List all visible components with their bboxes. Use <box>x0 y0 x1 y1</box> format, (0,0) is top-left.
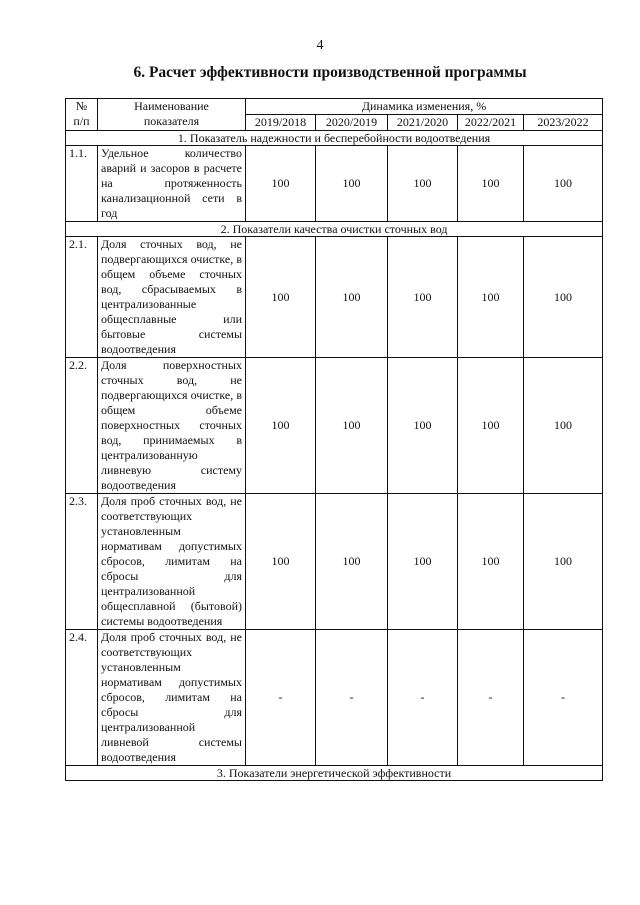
row-value: - <box>388 630 458 766</box>
row-value: 100 <box>458 358 524 494</box>
row-value: 100 <box>524 146 603 222</box>
row-value: 100 <box>388 494 458 630</box>
header-dynamics: Динамика изменения, % <box>246 99 603 115</box>
row-value: - <box>458 630 524 766</box>
table-row <box>66 146 603 222</box>
section-title: 1. Показатель надежности и бесперебойности водоотведения <box>66 131 603 146</box>
row-value: 100 <box>388 358 458 494</box>
row-value: 100 <box>388 146 458 222</box>
section-row <box>66 222 603 237</box>
row-value: 100 <box>524 494 603 630</box>
row-value: - <box>246 630 316 766</box>
row-value: - <box>524 630 603 766</box>
row-value: 100 <box>524 237 603 358</box>
header-number-line: № <box>75 99 88 113</box>
row-number: 2.2. <box>66 358 98 494</box>
header-name-line: показателя <box>143 114 200 128</box>
header-name-line: Наименование <box>134 99 209 113</box>
header-year: 2023/2022 <box>524 115 603 131</box>
section-row <box>66 766 603 781</box>
row-number: 2.3. <box>66 494 98 630</box>
row-value: 100 <box>246 494 316 630</box>
header-year: 2019/2018 <box>246 115 316 131</box>
document-title: 6. Расчет эффективности производственной программы <box>133 64 527 81</box>
row-number: 2.4. <box>66 630 98 766</box>
row-number: 2.1. <box>66 237 98 358</box>
row-indicator-name: Доля проб сточных вод, не соответствующих установленным нормативам допустимых сбросов, лимитам на сбросы для централизованной общесплавной (бытовой) системы водоотведения <box>98 494 246 630</box>
table-row <box>66 237 603 358</box>
row-value: - <box>316 630 388 766</box>
header-year: 2022/2021 <box>458 115 524 131</box>
row-value: 100 <box>458 237 524 358</box>
row-indicator-name: Доля сточных вод, не подвергающихся очистке, в общем объеме сточных вод, сбрасываемых в централизованные общесплавные или бытовые системы водоотведения <box>98 237 246 358</box>
row-value: 100 <box>388 237 458 358</box>
row-value: 100 <box>316 237 388 358</box>
row-value: 100 <box>316 146 388 222</box>
row-value: 100 <box>316 358 388 494</box>
efficiency-table <box>65 98 603 781</box>
row-indicator-name: Доля проб сточных вод, не соответствующих установленным нормативам допустимых сбросов, лимитам на сбросы для централизованной ливневой системы водоотведения <box>98 630 246 766</box>
header-number-line: п/п <box>73 114 90 128</box>
table-row <box>66 630 603 766</box>
row-value: 100 <box>458 494 524 630</box>
section-row <box>66 131 603 146</box>
row-value: 100 <box>316 494 388 630</box>
row-value: 100 <box>524 358 603 494</box>
row-value: 100 <box>246 237 316 358</box>
header-year: 2021/2020 <box>388 115 458 131</box>
header-year: 2020/2019 <box>316 115 388 131</box>
row-value: 100 <box>246 146 316 222</box>
row-number: 1.1. <box>66 146 98 222</box>
page-number: 4 <box>316 38 324 53</box>
table-row <box>66 494 603 630</box>
row-value: 100 <box>458 146 524 222</box>
row-value: 100 <box>246 358 316 494</box>
row-indicator-name: Доля поверхностных сточных вод, не подвергающихся очистке, в общем объеме поверхностных сточных вод, принимаемых в централизованную ливневую систему водоотведения <box>98 358 246 494</box>
section-title: 2. Показатели качества очистки сточных вод <box>66 222 603 237</box>
header-number <box>66 99 98 131</box>
table-row <box>66 358 603 494</box>
header-indicator-name <box>98 99 246 131</box>
section-title: 3. Показатели энергетической эффективности <box>66 766 603 781</box>
row-indicator-name: Удельное количество аварий и засоров в расчете на протяженность канализационной сети в год <box>98 146 246 222</box>
